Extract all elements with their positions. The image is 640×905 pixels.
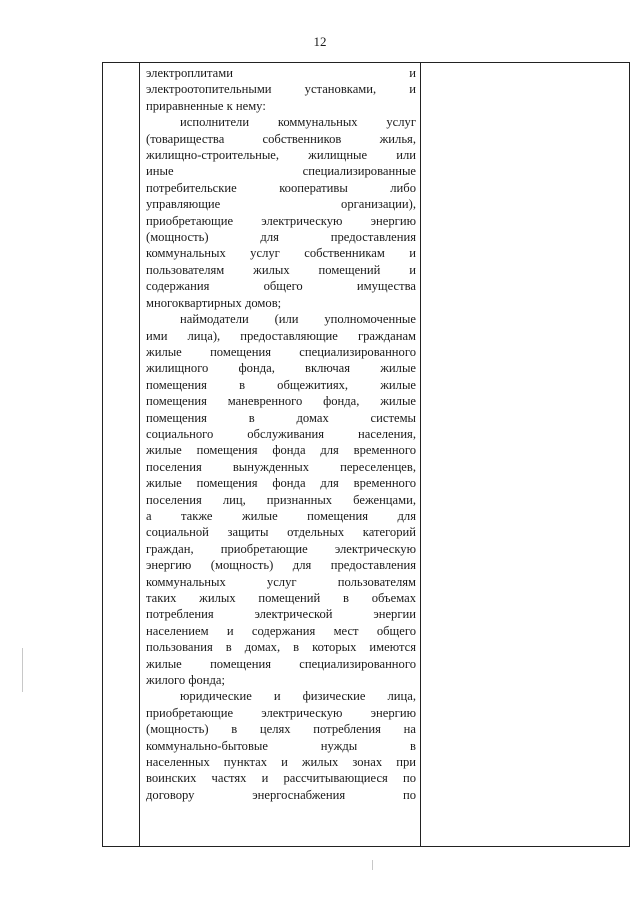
- text-line: управляющие организации),: [146, 197, 416, 212]
- text-line: энергию (мощность) для предоставления: [146, 558, 416, 573]
- text-line: помещения маневренного фонда, жилые: [146, 394, 416, 409]
- text-line: жилищного фонда, включая жилые: [146, 361, 416, 376]
- text-line: социальной защиты отдельных категорий: [146, 525, 416, 540]
- page-number: 12: [313, 34, 327, 49]
- text-line: коммунальных услуг собственникам и: [146, 246, 416, 261]
- text-line: пользователям жилых помещений и: [146, 262, 416, 277]
- table-row: [103, 63, 630, 847]
- text-line: граждан, приобретающие электрическую: [146, 541, 416, 556]
- text-line: жилые помещения специализированного: [146, 344, 416, 359]
- text-line: иные специализированные: [146, 164, 416, 179]
- text-line: электроотопительными установками, и: [146, 82, 416, 97]
- text-line: приравненные к нему:: [146, 98, 266, 113]
- text-line: помещения в домах системы: [146, 410, 416, 425]
- text-line: помещения в общежитиях, жилые: [146, 377, 416, 392]
- text-line: (товарищества собственников жилья,: [146, 131, 416, 146]
- text-line: договору энергоснабжения по: [146, 787, 416, 802]
- table-cell-content: [140, 63, 421, 847]
- content-text: [140, 63, 420, 803]
- text-line: жилые помещения фонда для временного: [146, 443, 416, 458]
- text-line: потребительские кооперативы либо: [146, 180, 416, 195]
- text-line: содержания общего имущества: [146, 279, 416, 294]
- text-line: социального обслуживания населения,: [146, 426, 416, 441]
- document-table: [102, 62, 630, 847]
- text-line: воинских частях и рассчитывающиеся по: [146, 771, 416, 786]
- text-line: электроплитами и: [146, 66, 416, 80]
- text-line: приобретающие электрическую энергию: [146, 213, 416, 228]
- text-line: а также жилые помещения для: [146, 508, 416, 523]
- text-line: многоквартирных домов;: [146, 295, 282, 310]
- text-line: исполнители коммунальных услуг: [180, 115, 416, 130]
- text-line: приобретающие электрическую энергию: [146, 705, 416, 720]
- text-line: поселения вынужденных переселенцев,: [146, 459, 416, 474]
- text-line: жилые помещения фонда для временного: [146, 476, 416, 491]
- text-line: коммунальных услуг пользователям: [146, 574, 416, 589]
- text-line: таких жилых помещений в объемах: [146, 591, 416, 605]
- text-line: потребления электрической энергии: [146, 607, 416, 622]
- text-line: жилые помещения специализированного: [146, 656, 416, 671]
- scan-artifact-left: [22, 648, 23, 692]
- text-line: населенных пунктах и жилых зонах при: [146, 755, 416, 770]
- text-line: ими лица), предоставляющие гражданам: [146, 328, 416, 343]
- scan-artifact-bottom: [372, 860, 373, 870]
- text-line: (мощность) в целях потребления на: [146, 722, 416, 737]
- table-cell-number: [103, 63, 140, 847]
- text-line: пользования в домах, в которых имеются: [146, 640, 416, 655]
- text-line: наймодатели (или уполномоченные: [180, 312, 416, 327]
- text-line: жилищно-строительные, жилищные или: [146, 148, 416, 163]
- text-line: поселения лиц, признанных беженцами,: [146, 492, 416, 507]
- text-line: коммунально-бытовые нужды в: [146, 738, 416, 753]
- text-line: жилого фонда;: [146, 673, 226, 688]
- text-line: населением и содержания мест общего: [146, 623, 416, 638]
- table-cell-notes: [421, 63, 630, 847]
- text-line: юридические и физические лица,: [180, 689, 416, 704]
- text-line: (мощность) для предоставления: [146, 230, 416, 245]
